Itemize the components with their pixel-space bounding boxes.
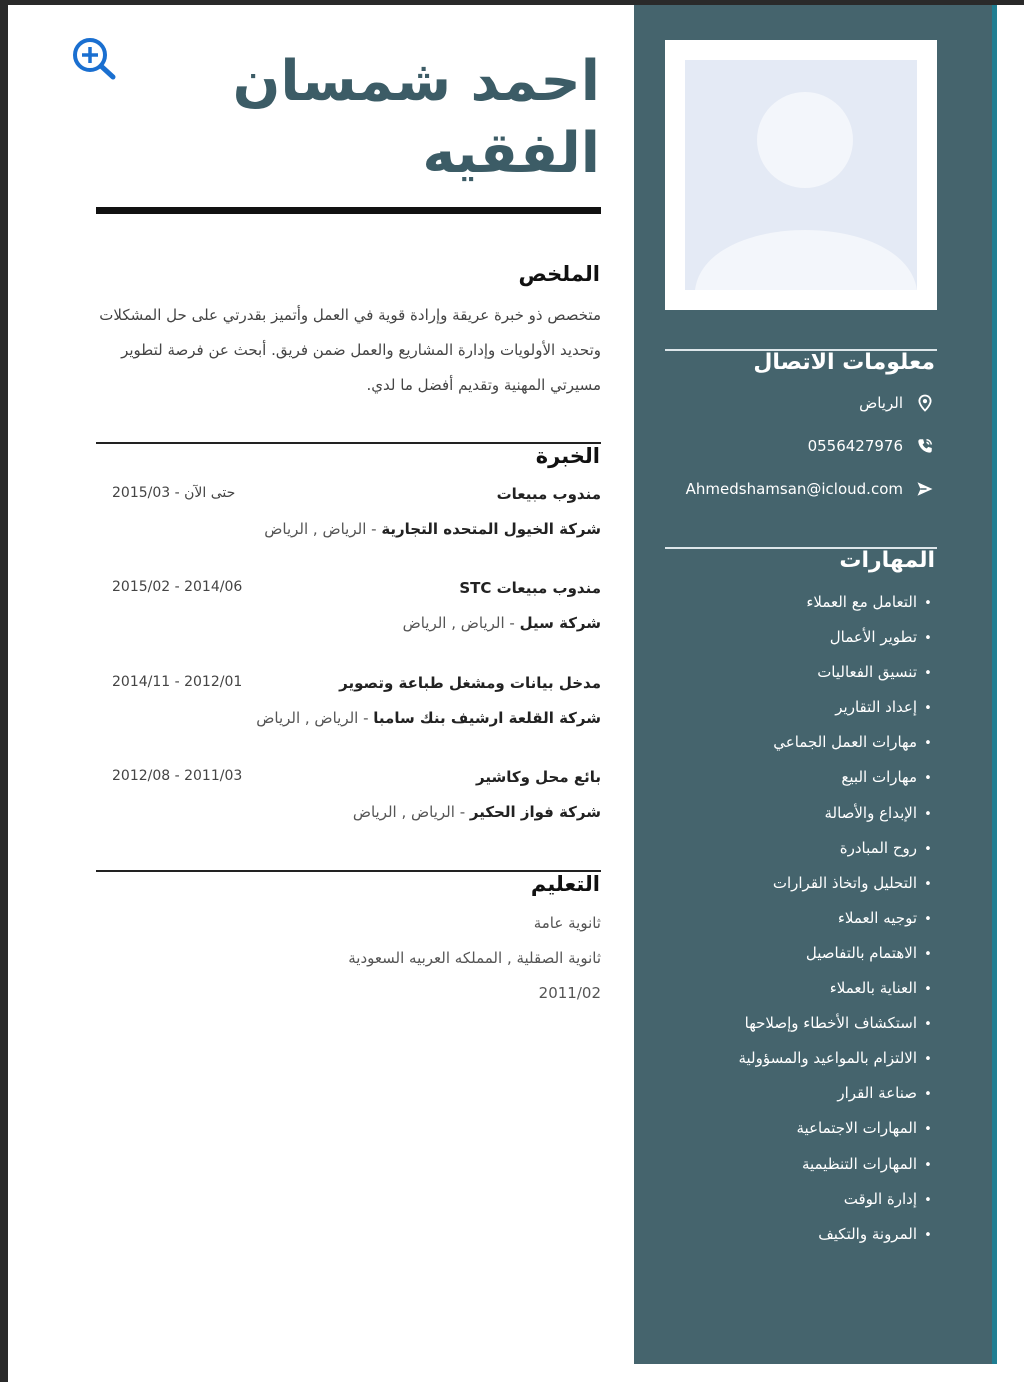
contact-email[interactable] [686, 479, 935, 499]
skill-bullet: • [924, 806, 932, 822]
skill-item [675, 762, 935, 797]
skill-item [675, 727, 935, 762]
skill-item [675, 903, 935, 938]
skill-bullet: • [924, 911, 932, 927]
education-divider [96, 870, 601, 872]
skill-bullet: • [924, 1052, 932, 1068]
skill-item [675, 973, 935, 1008]
email-text: Ahmedshamsan@icloud.com [685, 480, 903, 498]
education-date: 2011/02 [538, 984, 601, 1002]
zoom-in-button[interactable] [70, 36, 116, 80]
job-dates: 2012/08 - 2011/03 [112, 768, 243, 784]
experience-divider [96, 442, 601, 444]
job-company-line: شركة الخيول المتحده التجارية - الرياض , الرياض [264, 520, 601, 538]
summary-heading: الملخص [518, 262, 600, 286]
skill-item [675, 1078, 935, 1113]
profile-photo-frame [665, 40, 937, 310]
skill-label: تنسيق الفعاليات [817, 663, 917, 682]
skill-label: تطوير الأعمال [829, 628, 917, 647]
experience-heading: الخبرة [535, 444, 600, 468]
job-title: بائع محل وكاشير [476, 768, 601, 786]
phone-icon [915, 436, 935, 456]
education-degree: ثانوية عامة [533, 914, 601, 932]
company-location: الرياض , الرياض [256, 709, 359, 727]
skill-bullet: • [924, 771, 932, 787]
skill-label: المرونة والتكيف [818, 1224, 917, 1243]
skill-label: المهارات التنظيمية [801, 1154, 917, 1173]
skill-label: المهارات الاجتماعية [796, 1119, 917, 1138]
skill-label: روح المبادرة [839, 838, 917, 857]
skill-bullet: • [924, 736, 932, 752]
education-school: ثانوية الصقلية , المملكه العربيه السعودية [348, 949, 601, 967]
company-location: الرياض , الرياض [264, 520, 367, 538]
avatar-placeholder [685, 60, 917, 290]
skill-item [675, 938, 935, 973]
avatar-icon [685, 60, 917, 290]
skill-label: توجيه العملاء [837, 908, 917, 927]
job-title: مدخل بيانات ومشغل طباعة وتصوير [339, 674, 601, 692]
skill-label: التعامل مع العملاء [806, 593, 917, 611]
skill-label: الاهتمام بالتفاصيل [805, 943, 917, 962]
skill-bullet: • [924, 666, 932, 682]
skill-bullet: • [924, 1227, 932, 1243]
experience-entry [96, 579, 601, 659]
skill-label: إعداد التقارير [835, 698, 917, 717]
skill-bullet: • [924, 1087, 932, 1103]
skill-item [675, 692, 935, 727]
skill-bullet: • [924, 1192, 932, 1208]
contact-location [859, 393, 935, 413]
skill-item [675, 798, 935, 833]
skill-item [675, 1219, 935, 1254]
skill-label: إدارة الوقت [843, 1189, 917, 1208]
skill-item [675, 587, 935, 622]
contact-heading: معلومات الاتصال [753, 350, 935, 375]
skill-label: صناعة القرار [837, 1084, 917, 1103]
company-name: شركة الخيول المتحده التجارية [381, 520, 601, 538]
skill-label: مهارات العمل الجماعي [773, 733, 917, 752]
name-underline [96, 207, 601, 214]
skill-bullet: • [924, 1157, 932, 1173]
company-name: شركة سيل [519, 614, 601, 632]
skill-bullet: • [924, 631, 932, 647]
skill-label: استكشاف الأخطاء وإصلاحها [744, 1014, 917, 1033]
skill-item [675, 1043, 935, 1078]
company-location: الرياض , الرياض [402, 614, 505, 632]
skill-item [675, 1184, 935, 1219]
skill-bullet: • [924, 701, 932, 717]
skill-item [675, 833, 935, 868]
skill-label: العناية بالعملاء [829, 979, 917, 998]
skill-item [675, 1008, 935, 1043]
window-left-border [0, 0, 8, 1382]
job-company-line: شركة القلعة ارشيف بنك سامبا - الرياض , الرياض [256, 709, 601, 727]
job-company-line: شركة فواز الحكير - الرياض , الرياض [352, 803, 601, 821]
company-location: الرياض , الرياض [352, 803, 455, 821]
skill-item [675, 1113, 935, 1148]
location-text: الرياض [859, 394, 903, 412]
summary-text: متخصص ذو خبرة عريقة وإرادة قوية في العمل وأتميز بقدرتي على حل المشكلات وتحديد الأولويات وإدارة المشاريع والعمل ضمن فريق. أبحث عن فرصة لتطوير مسيرتي المهنية وتقديم أفضل ما لدي. [99, 306, 601, 394]
location-pin-icon [915, 393, 935, 413]
skill-bullet: • [924, 1122, 932, 1138]
skill-label: الإبداع والأصالة [824, 803, 917, 822]
job-title: مندوب مبيعات [496, 485, 601, 503]
skill-label: التحليل واتخاذ القرارات [772, 873, 917, 892]
zoom-in-icon [70, 36, 116, 80]
job-title: مندوب مبيعات STC [459, 579, 601, 597]
skill-label: الالتزام بالمواعيد والمسؤولية [738, 1049, 917, 1068]
sidebar-edge [992, 5, 997, 1364]
skill-bullet: • [924, 1017, 932, 1033]
send-icon [915, 479, 935, 499]
experience-entry [96, 485, 601, 565]
experience-entry [96, 768, 601, 848]
skill-item [675, 622, 935, 657]
company-name: شركة فواز الحكير [469, 803, 601, 821]
job-company-line: شركة سيل - الرياض , الرياض [402, 614, 601, 632]
company-name: شركة القلعة ارشيف بنك سامبا [373, 709, 601, 727]
experience-entry [96, 674, 601, 754]
job-dates: 2015/03 - حتى الآن [112, 485, 236, 501]
skill-bullet: • [924, 841, 932, 857]
skill-bullet: • [924, 596, 932, 611]
education-heading: التعليم [530, 872, 600, 896]
skills-list [675, 587, 935, 1254]
page-bottom-margin [8, 1364, 1024, 1382]
skill-bullet: • [924, 946, 932, 962]
contact-phone[interactable] [808, 436, 935, 456]
skill-label: مهارات البيع [841, 768, 917, 787]
skill-bullet: • [924, 982, 932, 998]
skill-item [675, 657, 935, 692]
skill-item [675, 868, 935, 903]
skills-heading: المهارات [839, 548, 935, 573]
job-dates: 2015/02 - 2014/06 [112, 579, 243, 595]
skill-item [675, 1149, 935, 1184]
job-dates: 2014/11 - 2012/01 [112, 674, 243, 690]
name-second-line: الفقيه [422, 121, 600, 186]
phone-text: 0556427976 [807, 437, 903, 455]
name-first-line: احمد شمسان [232, 49, 600, 114]
skill-bullet: • [924, 876, 932, 892]
